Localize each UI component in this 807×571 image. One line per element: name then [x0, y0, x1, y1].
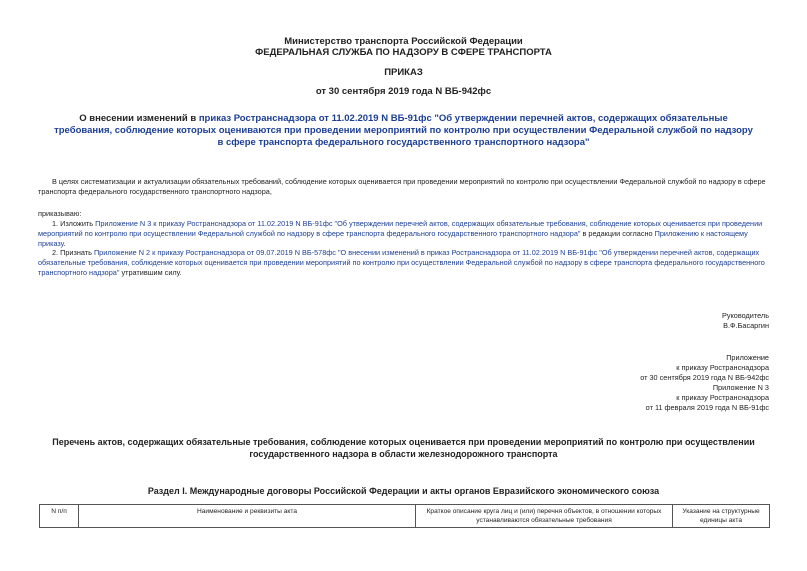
header-description: Краткое описание круга лиц и (или) перечня объектов, в отношении которых устанавливаются обязательные требования — [416, 505, 673, 528]
appendix-line-6: от 11 февраля 2019 года N ВБ-91фс — [645, 403, 769, 412]
item-2-end: утратившим силу. — [119, 268, 182, 277]
appendix-line-1: Приложение — [726, 353, 769, 362]
appendix-line-4: Приложение N 3 — [712, 383, 769, 392]
doc-subject — [50, 113, 757, 149]
signature-block — [722, 311, 769, 331]
doc-type: ПРИКАЗ — [384, 67, 423, 78]
signature-role: Руководитель — [721, 311, 769, 320]
table-header-row — [40, 505, 770, 528]
paragraph-item-2 — [38, 248, 768, 278]
paragraph-order: приказываю: — [38, 209, 82, 218]
acts-table — [39, 504, 770, 528]
header-number: N п/п — [40, 505, 79, 528]
item-2-link-appendix2[interactable]: Приложение N 2 к приказу Ространснадзора от 09.07.2019 N ВБ-578фс "О внесении изменений в приказ Ространснадзора от 11.02.2019 N ВБ-91фс "Об утверждении перечней актов, содержащих обязательные требования, соблюдение которых оценивается при проведении мероприятий по контролю при осуществлении Федеральной службой по надзору в сфере транспорта федерального государственного транспортного надзора" — [38, 248, 765, 277]
item-1-link-appendix[interactable]: Приложению к настоящему приказу — [38, 229, 748, 248]
section-title: Раздел I. Международные договоры Российской Федерации и акты органов Евразийского экономического союза — [147, 486, 660, 496]
header-structural-units: Указание на структурные единицы акта — [673, 505, 770, 528]
paragraph-preamble: В целях систематизации и актуализации обязательных требований, соблюдение которых оценивается при проведении мероприятий по контролю при осуществлении Федеральной службой по надзору в сфере транспорта федерального государственного транспортного надзора, — [38, 177, 766, 196]
appendix-block — [640, 353, 769, 413]
item-1-link-appendix3[interactable]: Приложение N 3 к приказу Ространснадзора от 11.02.2019 N ВБ-91фс "Об утверждении перечней актов, содержащих обязательные требования, соблюдение которых оценивается при проведении мероприятий по контролю при осуществлении Федеральной службой по надзору в сфере транспорта федерального государственного транспортного надзора" — [38, 219, 763, 238]
item-2-prefix: 2. Признать — [52, 248, 94, 257]
appendix-line-3: от 30 сентября 2019 года N ВБ-942фс — [640, 373, 769, 382]
paragraph-item-1 — [38, 219, 768, 249]
appendix-line-5: к приказу Ространснадзора — [676, 393, 769, 402]
service-title: ФЕДЕРАЛЬНАЯ СЛУЖБА ПО НАДЗОРУ В СФЕРЕ ТРАНСПОРТА — [255, 47, 552, 58]
signature-name: В.Ф.Басаргин — [723, 321, 769, 330]
subject-prefix: О внесении изменений в — [79, 113, 199, 124]
item-1-end: . — [63, 239, 66, 248]
appendix-line-2: к приказу Ространснадзора — [676, 363, 769, 372]
item-1-mid: в редакции согласно — [580, 229, 655, 238]
ministry-title: Министерство транспорта Российской Федерации — [284, 36, 523, 47]
doc-date: от 30 сентября 2019 года N ВБ-942фс — [315, 86, 492, 97]
item-1-prefix: 1. Изложить — [52, 219, 96, 228]
subject-link[interactable]: приказ Ространснадзора от 11.02.2019 N ВБ-91фс "Об утверждении перечней актов, содержащих обязательные требования, соблюдение которых оцениваются при проведении мероприятий по контролю при осуществлении Федеральной службой по надзору в сфере транспорта федерального государственного транспортного надзора" — [54, 113, 753, 148]
header-act-name: Наименование и реквизиты акта — [79, 505, 416, 528]
list-title: Перечень актов, содержащих обязательные требования, соблюдение которых оценивается при проведении мероприятий по контролю при осуществлении государственного надзора в области железнодорожного транспорта — [52, 437, 755, 459]
